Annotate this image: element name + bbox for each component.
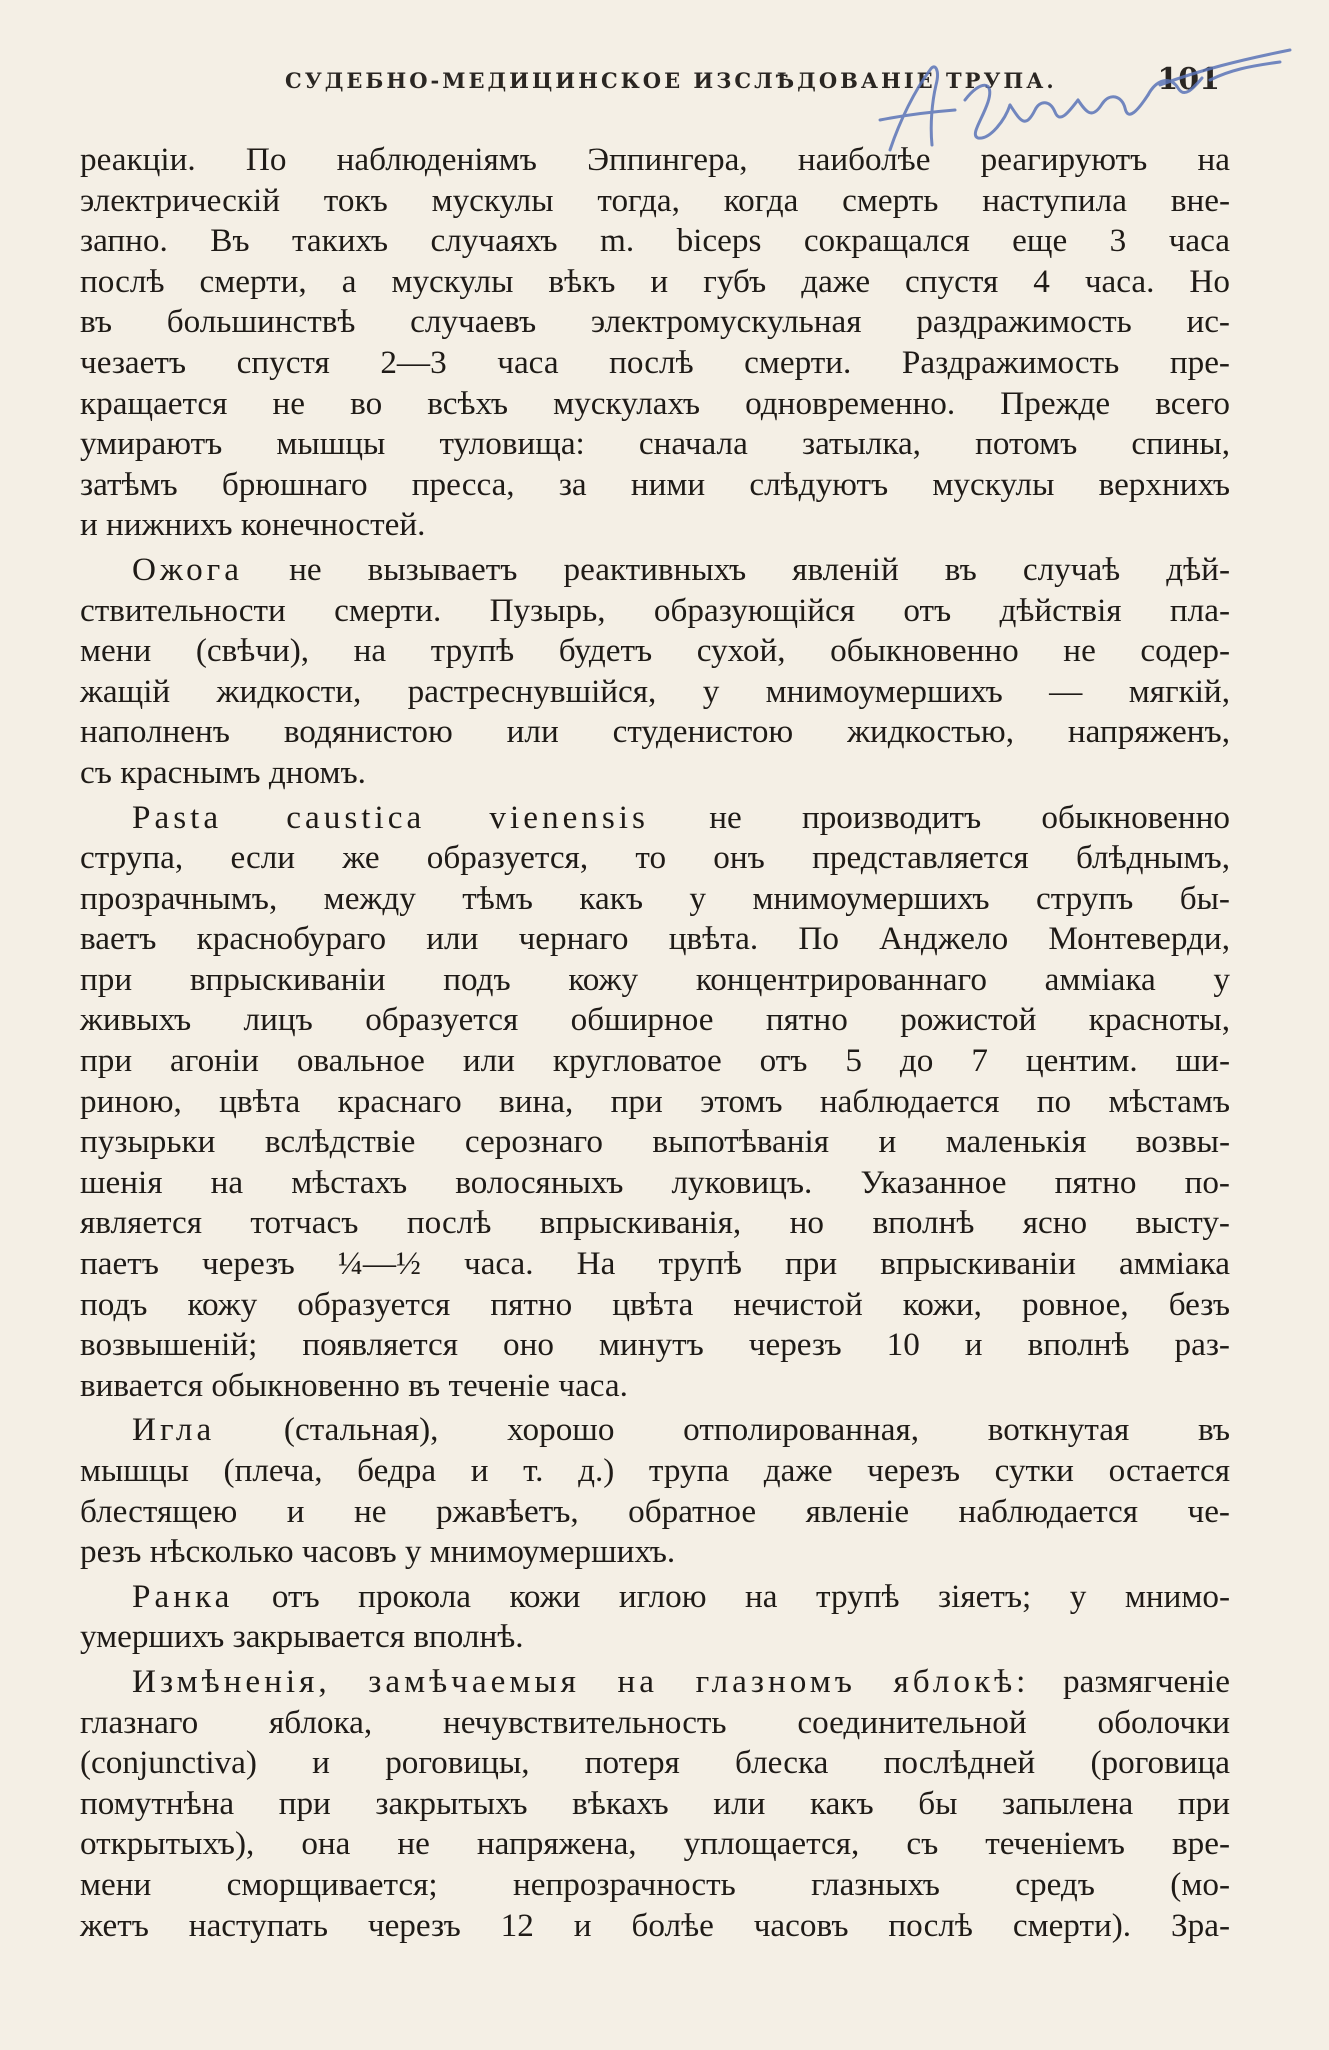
text-line: подъ кожу образуется пятно цвѣта нечистой кожи, ровное, безъ [80,1285,1230,1323]
text-fragment: размягченіе [1029,1662,1230,1700]
text-line [80,798,1230,839]
text-line: мени сморщивается; непрозрачность глазныхъ средъ (мо- [80,1865,1230,1903]
paragraph-3 [80,798,1230,1407]
text-line: резъ нѣсколько часовъ у мнимоумершихъ. [80,1533,676,1571]
text-line: пузырьки вслѣдствіе серознаго выпотѣванія и маленькія возвы- [80,1123,1230,1161]
text-line: и нижнихъ конечностей. [80,506,426,544]
running-title: СУДЕБНО-МЕДИЦИНСКОЕ ИЗСЛѢДОВАНІЕ ТРУПА. [285,68,1057,93]
text-fragment: не вызываетъ реактивныхъ явленій въ случаѣ дѣй- [243,550,1230,588]
page-number: 101 [1157,62,1220,97]
text-line [80,1410,1230,1451]
text-line: кращается не во всѣхъ мускулахъ одновременно. Прежде всего [80,384,1230,422]
text-line: умершихъ закрывается вполнѣ. [80,1618,524,1656]
text-line: риною, цвѣта краснаго вина, при этомъ наблюдается по мѣстамъ [80,1082,1230,1120]
text-line: живыхъ лицъ образуется обширное пятно рожистой красноты, [80,1001,1230,1039]
paragraph-4 [80,1410,1230,1572]
text-line: послѣ смерти, а мускулы вѣкъ и губъ даже спустя 4 часа. Но [80,262,1230,300]
text-line: умираютъ мышцы туловища: сначала затылка, потомъ спины, [80,425,1230,463]
paragraph-1 [80,140,1230,546]
text-line: при впрыскиваніи подъ кожу концентрированнаго амміака у [80,960,1230,998]
paragraph-6 [80,1662,1230,1946]
text-line: струпа, если же образуется, то онъ представляется блѣднымъ, [80,839,1230,877]
text-line: жащій жидкости, растреснувшійся, у мнимоумершихъ — мягкій, [80,672,1230,710]
text-line: запно. Въ такихъ случаяхъ m. biceps сокращался еще 3 часа [80,222,1230,260]
text-line: реакціи. По наблюденіямъ Эппингера, наиболѣе реагируютъ на [80,141,1230,178]
text-line: электрическій токъ мускулы тогда, когда смерть наступила вне- [80,181,1230,219]
text-line: мышцы (плеча, бедра и т. д.) трупа даже черезъ сутки остается [80,1452,1230,1489]
paragraph-5 [80,1577,1230,1658]
text-line: мени (свѣчи), на трупѣ будетъ сухой, обыкновенно не содер- [80,632,1230,670]
text-line: ваетъ краснобураго или чернаго цвѣта. По Анджело Монтеверди, [80,920,1230,958]
text-line: вивается обыкновенно въ теченіе часа. [80,1366,628,1404]
text-line: (conjunctiva) и роговицы, потеря блеска послѣдней (роговица [80,1744,1230,1782]
lead-term: Ожога [132,550,244,588]
text-fragment: не производитъ обыкновенно [648,798,1230,836]
text-line [80,1577,1230,1618]
text-fragment: отъ прокола кожи иглою на трупѣ зіяетъ; у мнимо- [233,1577,1230,1615]
lead-term: Игла [132,1411,216,1449]
text-line: съ краснымъ дномъ. [80,753,366,791]
text-line: является тотчасъ послѣ впрыскиванія, но вполнѣ ясно высту- [80,1204,1230,1242]
text-line: паетъ черезъ ¼—½ часа. На трупѣ при впрыскиваніи амміака [80,1245,1230,1283]
paragraph-2 [80,550,1230,794]
text-line [80,1662,1230,1703]
text-line: глазнаго яблока, нечувствительность соединительной оболочки [80,1703,1230,1741]
text-line: прозрачнымъ, между тѣмъ какъ у мнимоумершихъ струпъ бы- [80,879,1230,917]
text-line: помутнѣна при закрытыхъ вѣкахъ или какъ бы запылена при [80,1784,1230,1822]
body-text [80,140,1230,1950]
text-line: шенія на мѣстахъ волосяныхъ луковицъ. Указанное пятно по- [80,1163,1230,1201]
text-line: ствительности смерти. Пузырь, образующійся отъ дѣйствія пла- [80,591,1230,629]
text-fragment: (стальная), хорошо отполированная, воткнутая въ [215,1411,1230,1449]
text-line: чезаетъ спустя 2—3 часа послѣ смерти. Раздражимость пре- [80,343,1230,381]
lead-term: Pasta caustica vienensis [132,798,649,836]
text-line: въ большинствѣ случаевъ электромускульная раздражимость ис- [80,303,1230,341]
text-line: возвышеній; появляется оно минутъ черезъ 10 и вполнѣ раз- [80,1326,1230,1364]
text-line: жетъ наступать черезъ 12 и болѣе часовъ послѣ смерти). Зра- [80,1906,1230,1944]
lead-term: Ранка [132,1577,234,1615]
text-line: затѣмъ брюшнаго пресса, за ними слѣдуютъ мускулы верхнихъ [80,465,1230,503]
text-line: наполненъ водянистою или студенистою жидкостью, напряженъ, [80,713,1230,751]
text-line: при агоніи овальное или кругловатое отъ 5 до 7 центим. ши- [80,1042,1230,1080]
lead-term: Измѣненія, замѣчаемыя на глазномъ яблокѣ: [132,1662,1030,1700]
text-line: открытыхъ), она не напряжена, уплощается, съ теченіемъ вре- [80,1825,1230,1863]
text-line: блестящею и не ржавѣетъ, обратное явленіе наблюдается че- [80,1492,1230,1530]
text-line [80,550,1230,591]
